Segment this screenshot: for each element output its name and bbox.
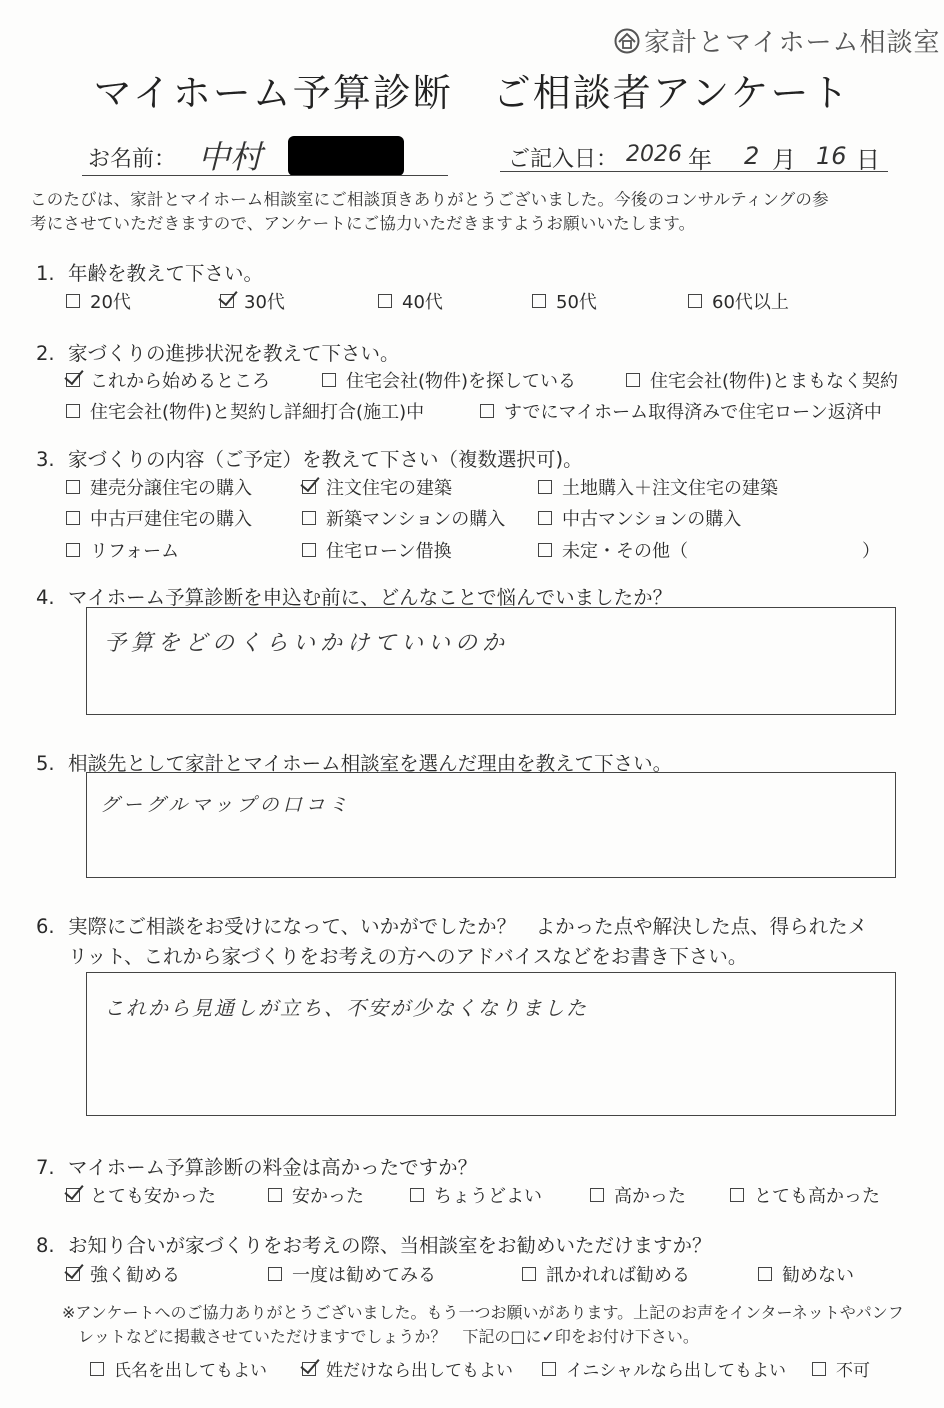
date-year: 2026 <box>626 142 682 167</box>
publish-option-initials[interactable] <box>542 1356 786 1381</box>
note-line-1: ※アンケートへのご協力ありがとうございました。もう一つお願いがあります。上記のお声をインターネットやパンフ <box>62 1303 904 1322</box>
q1-option-60s-plus[interactable] <box>688 288 789 314</box>
option-label: 訊かれれば勧める <box>546 1265 690 1286</box>
option-label: 高かった <box>614 1186 686 1207</box>
checkbox[interactable] <box>66 480 80 494</box>
q3-option-used-house[interactable] <box>66 505 252 531</box>
question-text: 年齢を教えて下さい。 <box>68 262 264 285</box>
checkbox[interactable] <box>378 294 392 308</box>
question-6 <box>36 911 867 939</box>
name-redaction <box>288 136 404 176</box>
checkbox[interactable] <box>268 1267 282 1281</box>
q3-option-reform[interactable] <box>66 537 179 563</box>
checkbox[interactable] <box>410 1188 424 1202</box>
question-number: 5. <box>36 752 55 775</box>
checkbox[interactable] <box>302 511 316 525</box>
checkbox[interactable] <box>522 1267 536 1281</box>
checkbox[interactable] <box>66 404 80 418</box>
option-label: 40代 <box>402 292 443 313</box>
question-number: 6. <box>36 915 55 938</box>
q2-option-acquired[interactable] <box>480 398 882 424</box>
option-label: 建売分譲住宅の購入 <box>90 478 252 499</box>
question-7 <box>36 1152 477 1180</box>
question-6-line-2: リット、これから家づくりをお考えの方へのアドバイスなどをお書き下さい。 <box>68 945 748 968</box>
question-4 <box>36 582 672 610</box>
checkbox[interactable] <box>302 543 316 557</box>
option-label: 氏名を出してもよい <box>114 1361 267 1381</box>
option-label: 強く勧める <box>90 1265 180 1286</box>
option-label: 未定・その他（ <box>562 541 688 562</box>
q5-answer: グーグルマップの口コミ <box>100 794 352 816</box>
checkbox[interactable] <box>66 543 80 557</box>
logo-text: 家計とマイホーム相談室 <box>644 28 941 58</box>
question-number: 8. <box>36 1234 55 1257</box>
question-text: 実際にご相談をお受けになって、いかがでしたか？ よかった点や解決した点、得られたメ <box>68 915 868 938</box>
option-label: とても高かった <box>754 1186 880 1207</box>
name-label: お名前： <box>88 147 177 172</box>
q5-answer-box[interactable] <box>86 772 896 878</box>
checkbox[interactable] <box>66 294 80 308</box>
checkbox[interactable] <box>758 1267 772 1281</box>
checkbox[interactable] <box>532 294 546 308</box>
question-text: マイホーム予算診断の料金は高かったですか？ <box>68 1156 478 1179</box>
date-month: 2 <box>744 142 760 170</box>
day-unit: 日 <box>856 146 880 174</box>
publish-option-not-allowed[interactable] <box>812 1356 870 1381</box>
question-text: 相談先として家計とマイホーム相談室を選んだ理由を教えて下さい。 <box>68 752 673 775</box>
option-label: 一度は勧めてみる <box>292 1265 436 1286</box>
q4-answer: 予算をどのくらいかけていいのか <box>104 631 510 656</box>
q7-option-very-expensive[interactable] <box>730 1182 880 1208</box>
name-underline <box>82 175 448 176</box>
option-label: とても安かった <box>90 1186 216 1207</box>
checkbox-checked[interactable] <box>66 373 80 387</box>
checkbox[interactable] <box>730 1188 744 1202</box>
q3-other-close-paren: ） <box>862 541 880 562</box>
publish-option-surname-only[interactable] <box>302 1356 513 1381</box>
checkbox-checked[interactable] <box>66 1267 80 1281</box>
year-unit: 年 <box>688 146 712 174</box>
q2-option-contracted[interactable] <box>66 398 424 424</box>
checkbox[interactable] <box>538 480 552 494</box>
q1-option-30s[interactable] <box>220 288 285 314</box>
q3-option-other[interactable] <box>538 537 688 563</box>
question-2 <box>36 338 400 366</box>
option-label: 安かった <box>292 1186 364 1207</box>
q3-option-new-condo[interactable] <box>302 505 505 531</box>
date-day: 16 <box>816 142 847 170</box>
checkbox[interactable] <box>688 294 702 308</box>
checkbox-checked[interactable] <box>66 1188 80 1202</box>
checkbox[interactable] <box>322 373 336 387</box>
option-label: 中古戸建住宅の購入 <box>90 509 252 530</box>
question-text: お知り合いが家づくりをお考えの際、当相談室をお勧めいただけますか？ <box>68 1234 712 1257</box>
option-label: 20代 <box>90 292 131 313</box>
q7-option-expensive[interactable] <box>590 1182 686 1208</box>
note-line-2: レットなどに掲載させていただけますでしょうか？ 下記の□に✓印をお付け下さい。 <box>78 1327 699 1346</box>
checkbox[interactable] <box>590 1188 604 1202</box>
question-text: 家づくりの進捗状況を教えて下さい。 <box>68 342 400 365</box>
checkbox[interactable] <box>66 511 80 525</box>
publish-option-full-name[interactable] <box>90 1356 267 1381</box>
option-label: 新築マンションの購入 <box>326 509 506 530</box>
option-label: 住宅会社(物件)を探している <box>346 371 577 392</box>
option-label: 50代 <box>556 292 597 313</box>
checkbox-checked[interactable] <box>220 294 234 308</box>
q3-option-land-custom[interactable] <box>538 474 778 500</box>
q8-option-if-asked[interactable] <box>522 1261 690 1287</box>
q1-option-40s[interactable] <box>378 288 443 314</box>
checkbox[interactable] <box>538 511 552 525</box>
question-number: 7. <box>36 1156 55 1179</box>
name-value: 中村 <box>198 138 263 176</box>
option-label: イニシャルなら出してもよい <box>566 1361 786 1381</box>
checkbox[interactable] <box>90 1362 104 1376</box>
q3-option-used-condo[interactable] <box>538 505 741 531</box>
question-number: 1. <box>36 262 55 285</box>
company-logo <box>614 22 940 59</box>
q3-option-refinance[interactable] <box>302 537 452 563</box>
option-label: 不可 <box>836 1361 870 1381</box>
option-label: 中古マンションの購入 <box>562 509 742 530</box>
option-label: 住宅会社(物件)とまもなく契約 <box>650 371 899 392</box>
checkbox[interactable] <box>538 543 552 557</box>
option-label: これから始めるところ <box>90 371 270 392</box>
q3-option-custom-built[interactable] <box>302 474 452 500</box>
question-number: 3. <box>36 448 55 471</box>
q7-option-cheap[interactable] <box>268 1182 364 1208</box>
title-main: マイホーム予算診断 <box>93 71 453 115</box>
q2-option-contracting-soon[interactable] <box>626 367 898 393</box>
question-8 <box>36 1230 712 1258</box>
q7-option-just-right[interactable] <box>410 1182 542 1208</box>
checkbox-checked[interactable] <box>302 480 316 494</box>
intro-line-2: 考にさせていただきますので、アンケートにご協力いただきますようお願いいたします。 <box>30 214 696 233</box>
q1-option-20s[interactable] <box>66 288 131 314</box>
checkbox[interactable] <box>812 1362 826 1376</box>
q8-option-try-recommend[interactable] <box>268 1261 436 1287</box>
option-label: すでにマイホーム取得済みで住宅ローン返済中 <box>504 402 882 423</box>
date-label: ご記入日： <box>508 147 619 172</box>
checkbox[interactable] <box>268 1188 282 1202</box>
house-logo-icon <box>614 28 640 54</box>
option-label: リフォーム <box>90 541 180 562</box>
page-title <box>0 62 944 117</box>
option-label: ちょうどよい <box>434 1186 542 1207</box>
checkbox[interactable] <box>542 1362 556 1376</box>
checkbox-checked[interactable] <box>302 1362 316 1376</box>
q4-answer-box[interactable] <box>86 607 896 715</box>
question-3 <box>36 444 583 472</box>
question-number: 2. <box>36 342 55 365</box>
q6-answer: これから見通しが立ち、不安が少なくなりました <box>104 996 588 1020</box>
question-1 <box>36 258 263 286</box>
option-label: 住宅ローン借換 <box>326 541 452 562</box>
option-label: 姓だけなら出してもよい <box>326 1361 513 1381</box>
title-sub: ご相談者アンケート <box>492 71 851 115</box>
q7-option-very-cheap[interactable] <box>66 1182 216 1208</box>
date-underline <box>500 171 888 172</box>
q8-option-not-recommend[interactable] <box>758 1261 854 1287</box>
question-number: 4. <box>36 586 55 609</box>
q3-option-ready-built[interactable] <box>66 474 252 500</box>
option-label: 勧めない <box>782 1265 854 1286</box>
question-text: 家づくりの内容（ご予定）を教えて下さい（複数選択可)。 <box>68 448 583 471</box>
option-label: 土地購入＋注文住宅の建築 <box>562 478 778 499</box>
intro-line-1: このたびは、家計とマイホーム相談室にご相談頂きありがとうございました。今後のコンサルティングの参 <box>30 190 829 209</box>
checkbox[interactable] <box>480 404 494 418</box>
month-unit: 月 <box>772 146 796 174</box>
q2-option-searching[interactable] <box>322 367 576 393</box>
q1-option-50s[interactable] <box>532 288 597 314</box>
option-label: 30代 <box>244 292 285 313</box>
option-label: 60代以上 <box>712 292 789 313</box>
q8-option-strongly-recommend[interactable] <box>66 1261 180 1287</box>
q2-option-starting[interactable] <box>66 367 270 393</box>
question-text: マイホーム予算診断を申込む前に、どんなことで悩んでいましたか？ <box>68 586 673 609</box>
checkbox[interactable] <box>626 373 640 387</box>
option-label: 住宅会社(物件)と契約し詳細打合(施工)中 <box>90 402 425 423</box>
option-label: 注文住宅の建築 <box>326 478 452 499</box>
